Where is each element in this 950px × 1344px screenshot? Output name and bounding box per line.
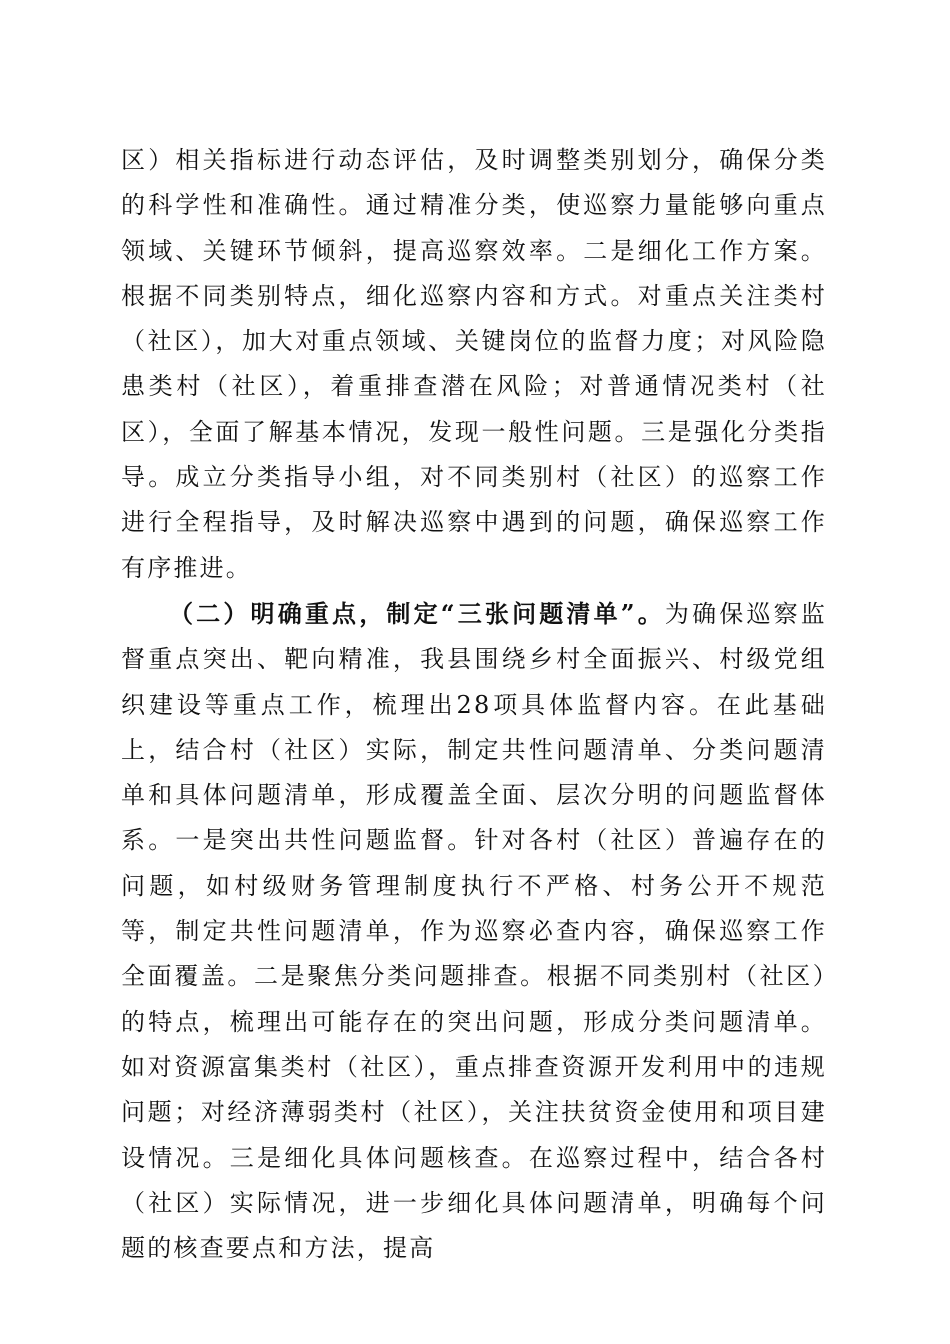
section-heading: （二）明确重点，制定“三张问题清单”。 (169, 598, 665, 628)
section-body: 为确保巡察监督重点突出、靶向精准，我县围绕乡村全面振兴、村级党组织建设等重点工作，梳理出28项具体监督内容。在此基础上，结合村（社区）实际，制定共性问题清单、分类问题清单和具体问题清单，形成覆盖全面、层次分明的问题监督体系。一是突出共性问题监督。针对各村（社区）普遍存在的问题，如村级财务管理制度执行不严格、村务公开不规范等，制定共性问题清单，作为巡察必查内容，确保巡察工作全面覆盖。二是聚焦分类问题排查。根据不同类别村（社区）的特点，梳理出可能存在的突出问题，形成分类问题清单。如对资源富集类村（社区），重点排查资源开发利用中的违规问题；对经济薄弱类村（社区），关注扶贫资金使用和项目建设情况。三是细化具体问题核查。在巡察过程中，结合各村（社区）实际情况，进一步细化具体问题清单，明确每个问题的核查要点和方法，提高 (121, 599, 827, 1263)
paragraph-section-two (121, 591, 827, 1271)
document-body (121, 138, 827, 1271)
paragraph-continuation: 区）相关指标进行动态评估，及时调整类别划分，确保分类的科学性和准确性。通过精准分类，使巡察力量能够向重点领域、关键环节倾斜，提高巡察效率。二是细化工作方案。根据不同类别特点，细化巡察内容和方式。对重点关注类村（社区），加大对重点领域、关键岗位的监督力度；对风险隐患类村（社区），着重排查潜在风险；对普通情况类村（社区），全面了解基本情况，发现一般性问题。三是强化分类指导。成立分类指导小组，对不同类别村（社区）的巡察工作进行全程指导，及时解决巡察中遇到的问题，确保巡察工作有序推进。 (121, 146, 827, 582)
